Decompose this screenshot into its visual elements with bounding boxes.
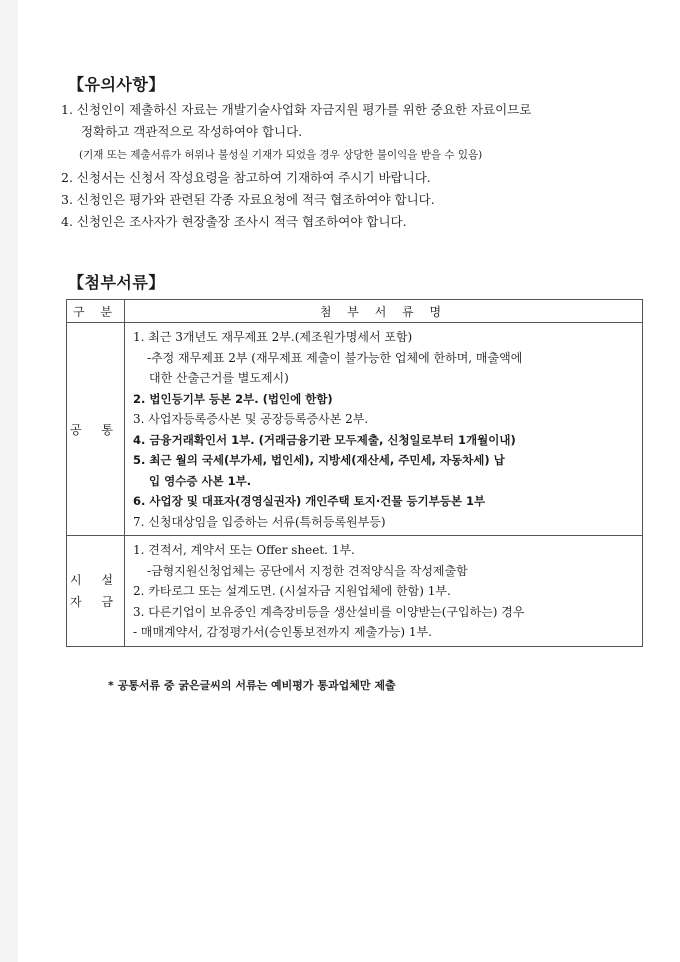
category-facility-line2: 자 금: [70, 594, 121, 609]
list-item: - 매매계약서, 감정평가서(승인통보전까지 제출가능) 1부.: [133, 625, 432, 639]
notes-title: 【유의사항】: [68, 75, 165, 94]
list-item-bold: 6. 사업장 및 대표자(경영실권자) 개인주택 토지·건물 등기부등본 1부: [133, 494, 486, 508]
document-page: [18, 0, 680, 962]
attachments-title: 【첨부서류】: [68, 273, 165, 292]
list-item: 7. 신청대상임을 입증하는 서류(특허등록원부등): [133, 514, 386, 529]
note-remark: (기재 또는 제출서류가 허위나 불성실 기재가 되었을 경우 상당한 불이익을 받을 수 있음): [79, 149, 483, 161]
common-docs-cell: [125, 323, 643, 536]
list-item-bold: 4. 금융거래확인서 1부. (거래금융기관 모두제출, 신청일로부터 1개월이내): [133, 432, 516, 447]
category-common: 공 통: [67, 323, 125, 536]
note-line: 정확하고 객관적으로 작성하여야 합니다.: [81, 124, 303, 139]
header-category: 구 분: [67, 300, 125, 323]
list-item-bold: 5. 최근 월의 국세(부가세, 법인세), 지방세(재산세, 주민세, 자동차세) 납: [133, 453, 505, 467]
list-item: 1. 견적서, 계약서 또는 Offer sheet. 1부.: [133, 543, 355, 557]
attachments-table: [66, 299, 643, 647]
list-item: 1. 최근 3개년도 재무제표 2부.(제조원가명세서 포함): [133, 330, 413, 344]
category-facility: [67, 536, 125, 647]
list-item: -금형지원신청업체는 공단에서 지정한 견적양식을 작성제출함: [147, 563, 468, 578]
table-row-facility: [67, 536, 643, 647]
note-line: 1. 신청인이 제출하신 자료는 개발기술사업화 자금지원 평가를 위한 중요한 자료이므로: [61, 102, 532, 117]
list-item: 대한 산출근거를 별도제시): [149, 371, 289, 385]
list-item: 3. 다른기업이 보유중인 계측장비등을 생산설비를 이양받는(구입하는) 경우: [133, 604, 525, 619]
note-line: 4. 신청인은 조사자가 현장출장 조사시 적극 협조하여야 합니다.: [61, 214, 407, 229]
notes-list: [61, 99, 641, 233]
note-line: 2. 신청서는 신청서 작성요령을 참고하여 기재하여 주시기 바랍니다.: [61, 170, 431, 185]
list-item-bold: 2. 법인등기부 등본 2부. (법인에 한함): [133, 391, 333, 406]
list-item: 2. 카타로그 또는 설계도면. (시설자금 지원업체에 한함) 1부.: [133, 584, 451, 598]
category-facility-line1: 시 설: [70, 572, 121, 587]
list-item-bold: 입 영수증 사본 1부.: [149, 473, 252, 488]
footnote: * 공통서류 중 굵은글씨의 서류는 예비평가 통과업체만 제출: [108, 679, 396, 692]
list-item: -추정 재무제표 2부 (재무제표 제출이 불가능한 업체에 한하며, 매출액에: [147, 350, 523, 365]
facility-docs-cell: [125, 536, 643, 647]
table-header-row: [67, 300, 643, 323]
header-docs: 첨 부 서 류 명: [125, 300, 643, 323]
list-item: 3. 사업자등록증사본 및 공장등록증사본 2부.: [133, 412, 369, 426]
note-line: 3. 신청인은 평가와 관련된 각종 자료요청에 적극 협조하여야 합니다.: [61, 192, 435, 207]
table-row-common: [67, 323, 643, 536]
